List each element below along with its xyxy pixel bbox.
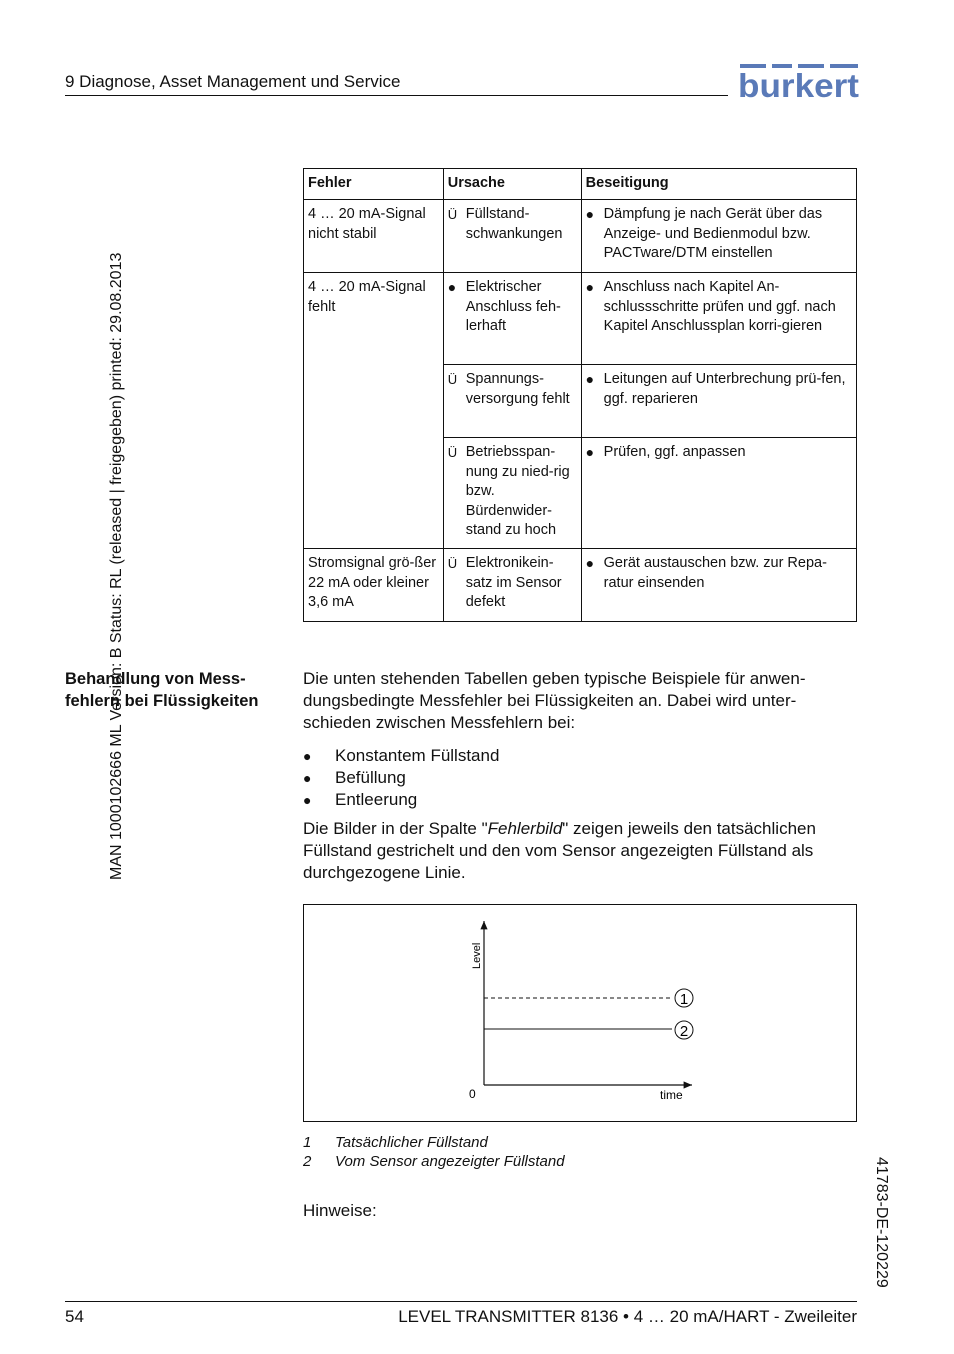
- page-number: 54: [65, 1307, 84, 1326]
- table-header-row: [304, 169, 857, 200]
- bullet-icon: ●: [585, 206, 595, 223]
- ursache-cell: Ü Spannungs-versorgung fehlt: [443, 365, 581, 438]
- footer-rule: [65, 1301, 857, 1302]
- bullet-icon: ●: [585, 444, 595, 461]
- fehlerbild-term: Fehlerbild: [487, 819, 563, 838]
- footer-title: LEVEL TRANSMITTER 8136 • 4 … 20 mA/HART - Zweileiter: [398, 1307, 857, 1326]
- beseitigung-cell: ● Dämpfung je nach Gerät über das Anzeige- und Bedienmodul bzw. PACTware/DTM einstellen: [581, 200, 856, 273]
- burkert-logo: [738, 64, 860, 100]
- table-row: [304, 549, 857, 622]
- fehler-cell: Stromsignal grö-ßer 22 mA oder kleiner 3,6 mA: [304, 549, 444, 622]
- figure-description-paragraph: Die Bilder in der Spalte "Fehlerbild" zeigen jeweils den tatsächlichen Füllstand gestrichelt und den vom Sensor angezeigten Füllstand als durchgezogene Linie.: [303, 819, 816, 882]
- fehler-cell: 4 … 20 mA-Signal nicht stabil: [304, 200, 444, 273]
- caption-2: 2 Vom Sensor angezeigter Füllstand: [303, 1153, 565, 1170]
- bullet-icon: ●: [585, 555, 595, 572]
- bullet-list: [303, 745, 499, 811]
- table-row: [304, 200, 857, 273]
- document-code: 41783-DE-120229: [873, 1157, 890, 1288]
- cause-marker-icon: Ü: [447, 445, 458, 461]
- level-diagram: [304, 905, 856, 1121]
- column-header: Fehler: [304, 169, 444, 200]
- caption-1: 1 Tatsächlicher Füllstand: [303, 1134, 488, 1151]
- cause-marker-icon: Ü: [447, 207, 458, 223]
- bullet-icon: ●: [585, 371, 595, 388]
- cause-marker-icon: Ü: [447, 556, 458, 572]
- fehler-cell: 4 … 20 mA-Signal fehlt: [304, 273, 444, 549]
- bullet-icon: ●: [447, 279, 457, 296]
- callout-2-label: 2: [679, 1023, 689, 1040]
- list-item: ● Konstantem Füllstand: [303, 746, 500, 765]
- list-item: ● Befüllung: [303, 768, 406, 787]
- fault-table: [303, 168, 857, 622]
- cause-marker-icon: Ü: [447, 372, 458, 388]
- ursache-cell: Ü Betriebsspan-nung zu nied-rig bzw. Bürdenwider-stand zu hoch: [443, 438, 581, 549]
- side-document-label: MAN 1000102666 ML Version: B Status: RL (released | freigegeben) printed: 29.08.2013: [108, 252, 125, 880]
- y-axis-label: Level: [471, 942, 483, 969]
- column-header: Beseitigung: [581, 169, 856, 200]
- header-rule: [65, 95, 728, 96]
- bullet-icon: ●: [303, 770, 312, 786]
- table-row: [304, 273, 857, 365]
- level-figure: [303, 904, 857, 1122]
- header-section-title: 9 Diagnose, Asset Management und Service: [65, 72, 401, 91]
- callout-1-label: 1: [679, 991, 689, 1008]
- ursache-cell: Ü Elektronikein-satz im Sensor defekt: [443, 549, 581, 622]
- origin-label: 0: [469, 1087, 476, 1101]
- bullet-icon: ●: [303, 792, 312, 808]
- bullet-icon: ●: [585, 279, 595, 296]
- section-heading: Behandlung von Mess-fehlern bei Flüssigkeiten: [65, 670, 259, 710]
- bullet-icon: ●: [303, 748, 312, 764]
- hinweise-label: Hinweise:: [303, 1201, 377, 1220]
- beseitigung-cell: ● Gerät austauschen bzw. zur Repa-ratur einsenden: [581, 549, 856, 622]
- ursache-cell: Ü Füllstand-schwankungen: [443, 200, 581, 273]
- beseitigung-cell: ● Leitungen auf Unterbrechung prü-fen, ggf. reparieren: [581, 365, 856, 438]
- x-axis-label: time: [660, 1088, 683, 1102]
- beseitigung-cell: ● Prüfen, ggf. anpassen: [581, 438, 856, 549]
- beseitigung-cell: ● Anschluss nach Kapitel An-schlussschritte prüfen und ggf. nach Kapitel Anschlussplan korri-gieren: [581, 273, 856, 365]
- ursache-cell: ● Elektrischer Anschluss feh-lerhaft: [443, 273, 581, 365]
- list-item: ● Entleerung: [303, 790, 418, 809]
- svg-text:burkert: burkert: [738, 67, 860, 100]
- column-header: Ursache: [443, 169, 581, 200]
- intro-paragraph: Die unten stehenden Tabellen geben typische Beispiele für anwen-dungsbedingte Messfehler bei Flüssigkeiten an. Dabei wird unter-schieden zwischen Messfehlern bei:: [303, 669, 806, 732]
